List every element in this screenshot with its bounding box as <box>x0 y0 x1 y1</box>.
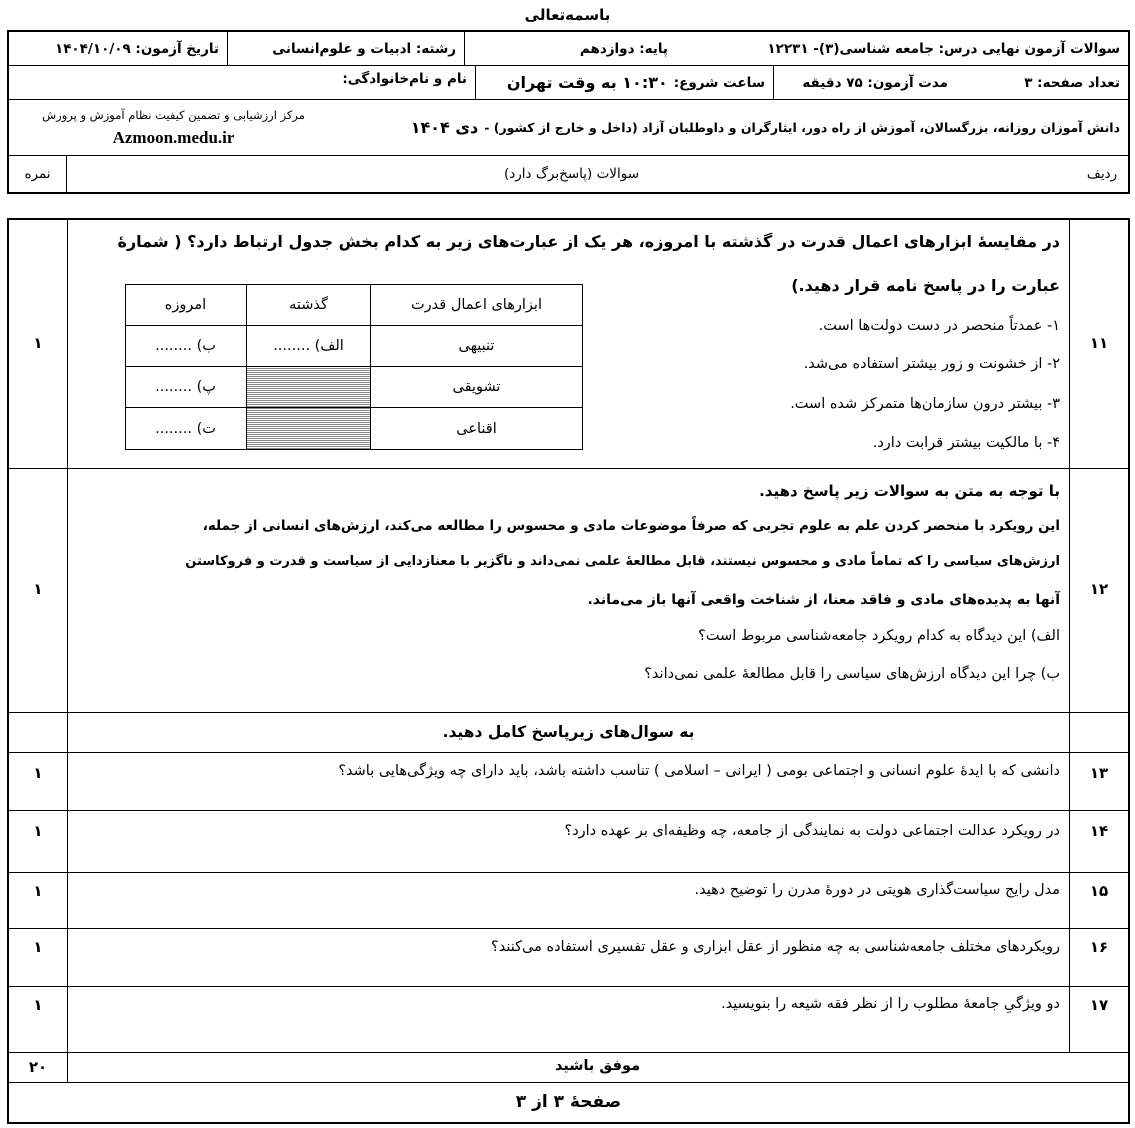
start-time-value: ۱۰:۳۰ به وقت تهران <box>506 73 668 92</box>
question-text: دانشی که با ایدهٔ علوم انسانی و اجتماعی بومی ( ایرانی – اسلامی ) تناسب داشته باشد، باید دارای چه ویژگی‌هایی باشد؟ <box>338 763 1060 779</box>
table-cell: پ) ........ <box>125 367 246 408</box>
exam-title: سوالات آزمون نهایی درس: جامعه شناسی(۳)- ۱۲۲۳۱ <box>676 32 1128 66</box>
participants-month: دی ۱۴۰۴ <box>410 118 479 137</box>
q12-text: این رویکرد با منحصر کردن علم به علوم تجربی که صرفاً موضوعات مادی و محسوس را مطالعه می‌کند، ارزش‌های انسانی از جمله، <box>202 518 1060 534</box>
table-cell: ب) ........ <box>125 326 246 367</box>
q12-text: آنها به پدیده‌های مادی و فاقد معنا، از شناخت واقعی آنها باز می‌ماند. <box>587 592 1060 608</box>
q11-item: ۱- عمدتاً منحصر در دست دولت‌ها است. <box>818 318 1060 334</box>
divider <box>9 928 1128 929</box>
start-time <box>475 66 773 100</box>
student-name-label: نام و نام‌خانوادگی: <box>9 66 475 100</box>
table-cell: تنبیهی <box>370 326 582 367</box>
question-score: ۱ <box>33 938 43 956</box>
question-score: ۱ <box>33 334 43 352</box>
table-cell: اقناعی <box>370 408 582 449</box>
table-header: ابزارهای اعمال قدرت <box>370 285 582 326</box>
question-text: دو ویژگیِ جامعهٔ مطلوب را از نظر فقه شیعه را بنویسید. <box>721 996 1060 1012</box>
col-score-header: نمره <box>24 166 51 182</box>
q12-part-b: ب) چرا این دیدگاه ارزش‌های سیاسی را قابل مطالعهٔ علمی نمی‌داند؟ <box>644 666 1060 682</box>
divider <box>9 872 1128 873</box>
exam-date: تاریخ آزمون: ۱۴۰۴/۱۰/۰۹ <box>9 32 227 66</box>
divider <box>9 712 1128 713</box>
table-cell: ت) ........ <box>155 420 216 437</box>
q11-item: ۳- بیشتر درون سازمان‌ها متمرکز شده است. <box>790 396 1060 412</box>
col-row-header: ردیف <box>1086 166 1118 182</box>
start-time-label: ساعت شروع: <box>673 74 765 91</box>
table-header: امروزه <box>125 285 246 326</box>
divider <box>67 220 68 1082</box>
question-score: ۱ <box>33 580 43 598</box>
section-title: به سوال‌های زیرپاسخ کامل دهید. <box>442 723 695 741</box>
question-number: ۱۱ <box>1089 334 1109 352</box>
table-header: گذشته <box>246 285 370 326</box>
q12-part-a: الف) این دیدگاه به کدام رویکرد جامعه‌شناسی مربوط است؟ <box>698 628 1060 644</box>
center-name: مرکز ارزشیابی و تضمین کیفیت نظام آموزش و پرورش <box>42 107 305 122</box>
q11-item: ۴- با مالکیت بیشتر قرابت دارد. <box>872 435 1060 451</box>
page-count: تعداد صفحه: ۳ <box>956 66 1128 100</box>
q11-item: ۲- از خشونت و زور بیشتر استفاده می‌شد. <box>803 356 1060 372</box>
questions-area <box>7 218 1130 1124</box>
question-score: ۱ <box>33 764 43 782</box>
exam-header <box>7 30 1130 194</box>
question-text: در رویکرد عدالت اجتماعی دولت به نمایندگی از جامعه، چه وظیفه‌ای بر عهده دارد؟ <box>564 823 1060 839</box>
field: رشته: ادبیات و علوم‌انسانی <box>227 32 464 66</box>
table-cell: تشویقی <box>370 367 582 408</box>
question-text: رویکردهای مختلف جامعه‌شناسی به چه منظور از عقل ابزاری و عقل تفسیری استفاده می‌کنند؟ <box>491 939 1060 955</box>
closing-message: موفق باشید <box>554 1058 641 1074</box>
hatched-cell <box>246 367 370 408</box>
divider <box>9 752 1128 753</box>
q12-intro: با توجه به متن به سوالات زیر پاسخ دهید. <box>759 482 1060 500</box>
q12-text: ارزش‌های سیاسی را که تماماً مادی و محسوس نیستند، قابل مطالعهٔ علمی نمی‌داند و ناگزیر با معنازدایی از سیاست و قدرت و فروکاستن <box>185 554 1060 569</box>
total-score: ۲۰ <box>28 1058 48 1076</box>
hatched-cell <box>246 408 370 449</box>
q11-prompt-line1: در مقایسهٔ ابزارهای اعمال قدرت در گذشته با امروزه، هر یک از عبارت‌های زیر به کدام بخش جدول ارتباط دارد؟ ( شمارهٔ <box>117 232 1060 251</box>
table-cell: الف) ........ <box>246 326 370 367</box>
question-number: ۱۳ <box>1089 764 1109 782</box>
grade: پایه: دوازدهم <box>464 32 676 66</box>
question-number: ۱۷ <box>1089 996 1109 1014</box>
page-top-title: باسمه‌تعالی <box>524 6 611 24</box>
participants <box>338 100 1128 156</box>
participants-text: دانش آموزان روزانه، بزرگسالان، آموزش از راه دور، ایثارگران و داوطلبان آزاد (داخل و خارج از کشور) - <box>484 120 1120 135</box>
question-number: ۱۲ <box>1089 580 1109 598</box>
divider <box>9 1052 1128 1053</box>
question-score: ۱ <box>33 996 43 1014</box>
divider <box>9 1082 1128 1083</box>
duration: مدت آزمون: ۷۵ دقیقه <box>773 66 956 100</box>
power-tools-table <box>125 284 583 450</box>
question-number: ۱۶ <box>1089 938 1109 956</box>
page-label: صفحهٔ ۳ از ۳ <box>515 1092 622 1112</box>
question-score: ۱ <box>33 882 43 900</box>
question-number: ۱۵ <box>1089 882 1109 900</box>
center-site: Azmoon.medu.ir <box>112 127 235 147</box>
divider <box>9 468 1128 469</box>
col-questions-header: سوالات (پاسخ‌برگ دارد) <box>66 156 1076 192</box>
divider <box>9 810 1128 811</box>
question-text: مدل رایج سیاست‌گذاری هویتی در دورهٔ مدرن را توضیح دهید. <box>694 882 1060 898</box>
question-score: ۱ <box>33 822 43 840</box>
divider <box>9 986 1128 987</box>
question-number: ۱۴ <box>1089 822 1109 840</box>
center-box <box>9 100 338 156</box>
q11-prompt-line2: عبارت را در پاسخ نامه قرار دهید.) <box>791 276 1060 295</box>
